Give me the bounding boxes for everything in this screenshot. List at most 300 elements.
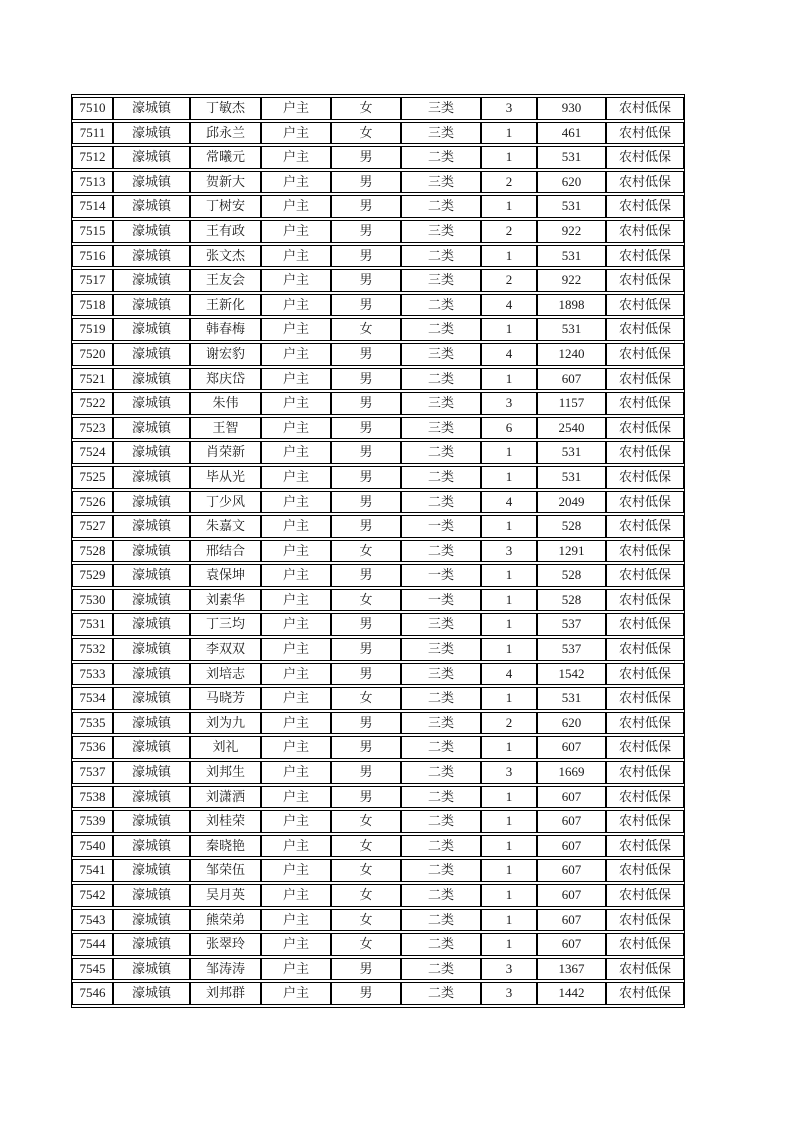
cell-amount: 1898 — [537, 294, 606, 317]
cell-household-size: 1 — [481, 687, 537, 710]
cell-gender: 男 — [331, 441, 401, 464]
cell-town: 濠城镇 — [113, 564, 190, 587]
cell-subsidy-type: 农村低保 — [606, 491, 684, 514]
cell-town: 濠城镇 — [113, 466, 190, 489]
cell-relation: 户主 — [261, 122, 331, 145]
cell-name: 秦晓艳 — [190, 835, 261, 858]
cell-household-size: 1 — [481, 810, 537, 833]
cell-subsidy-type: 农村低保 — [606, 613, 684, 636]
cell-relation: 户主 — [261, 417, 331, 440]
cell-town: 濠城镇 — [113, 859, 190, 882]
cell-serial-number: 7514 — [72, 195, 113, 218]
table-row — [72, 933, 684, 956]
cell-subsidy-type: 农村低保 — [606, 515, 684, 538]
cell-category: 三类 — [401, 613, 481, 636]
cell-serial-number: 7526 — [72, 491, 113, 514]
cell-household-size: 1 — [481, 638, 537, 661]
cell-relation: 户主 — [261, 515, 331, 538]
table-row — [72, 466, 684, 489]
cell-gender: 女 — [331, 859, 401, 882]
cell-household-size: 2 — [481, 220, 537, 243]
cell-relation: 户主 — [261, 245, 331, 268]
cell-gender: 女 — [331, 97, 401, 120]
cell-name: 谢宏豹 — [190, 343, 261, 366]
cell-relation: 户主 — [261, 343, 331, 366]
cell-name: 马晓芳 — [190, 687, 261, 710]
cell-town: 濠城镇 — [113, 122, 190, 145]
cell-town: 濠城镇 — [113, 884, 190, 907]
cell-household-size: 1 — [481, 245, 537, 268]
cell-category: 三类 — [401, 171, 481, 194]
cell-serial-number: 7528 — [72, 540, 113, 563]
cell-household-size: 1 — [481, 564, 537, 587]
cell-relation: 户主 — [261, 933, 331, 956]
cell-relation: 户主 — [261, 958, 331, 981]
cell-relation: 户主 — [261, 909, 331, 932]
cell-household-size: 1 — [481, 368, 537, 391]
cell-name: 刘培志 — [190, 663, 261, 686]
cell-amount: 1291 — [537, 540, 606, 563]
cell-amount: 607 — [537, 933, 606, 956]
cell-amount: 1442 — [537, 982, 606, 1005]
cell-gender: 男 — [331, 245, 401, 268]
cell-amount: 537 — [537, 613, 606, 636]
cell-subsidy-type: 农村低保 — [606, 171, 684, 194]
cell-serial-number: 7510 — [72, 97, 113, 120]
cell-serial-number: 7546 — [72, 982, 113, 1005]
cell-household-size: 1 — [481, 466, 537, 489]
cell-household-size: 3 — [481, 540, 537, 563]
cell-relation: 户主 — [261, 638, 331, 661]
cell-category: 三类 — [401, 663, 481, 686]
cell-name: 袁保坤 — [190, 564, 261, 587]
cell-subsidy-type: 农村低保 — [606, 663, 684, 686]
cell-household-size: 1 — [481, 884, 537, 907]
cell-town: 濠城镇 — [113, 736, 190, 759]
cell-household-size: 6 — [481, 417, 537, 440]
cell-relation: 户主 — [261, 835, 331, 858]
cell-amount: 1157 — [537, 392, 606, 415]
cell-town: 濠城镇 — [113, 589, 190, 612]
cell-serial-number: 7539 — [72, 810, 113, 833]
cell-name: 丁敏杰 — [190, 97, 261, 120]
cell-serial-number: 7532 — [72, 638, 113, 661]
cell-category: 二类 — [401, 933, 481, 956]
cell-category: 二类 — [401, 958, 481, 981]
cell-relation: 户主 — [261, 663, 331, 686]
cell-amount: 607 — [537, 736, 606, 759]
cell-name: 刘素华 — [190, 589, 261, 612]
cell-subsidy-type: 农村低保 — [606, 122, 684, 145]
cell-amount: 2540 — [537, 417, 606, 440]
cell-serial-number: 7524 — [72, 441, 113, 464]
cell-subsidy-type: 农村低保 — [606, 269, 684, 292]
cell-name: 肖荣新 — [190, 441, 261, 464]
cell-gender: 女 — [331, 909, 401, 932]
cell-town: 濠城镇 — [113, 417, 190, 440]
cell-town: 濠城镇 — [113, 835, 190, 858]
cell-serial-number: 7540 — [72, 835, 113, 858]
cell-town: 濠城镇 — [113, 294, 190, 317]
cell-serial-number: 7531 — [72, 613, 113, 636]
cell-household-size: 1 — [481, 835, 537, 858]
cell-relation: 户主 — [261, 613, 331, 636]
cell-town: 濠城镇 — [113, 663, 190, 686]
table-row — [72, 786, 684, 809]
cell-town: 濠城镇 — [113, 687, 190, 710]
cell-category: 二类 — [401, 195, 481, 218]
cell-household-size: 1 — [481, 441, 537, 464]
cell-subsidy-type: 农村低保 — [606, 220, 684, 243]
cell-amount: 1669 — [537, 761, 606, 784]
cell-gender: 男 — [331, 195, 401, 218]
cell-relation: 户主 — [261, 195, 331, 218]
cell-amount: 531 — [537, 195, 606, 218]
cell-serial-number: 7523 — [72, 417, 113, 440]
cell-subsidy-type: 农村低保 — [606, 146, 684, 169]
cell-name: 韩春梅 — [190, 318, 261, 341]
cell-amount: 528 — [537, 564, 606, 587]
cell-gender: 女 — [331, 810, 401, 833]
cell-subsidy-type: 农村低保 — [606, 933, 684, 956]
cell-household-size: 1 — [481, 786, 537, 809]
table-row — [72, 318, 684, 341]
cell-subsidy-type: 农村低保 — [606, 859, 684, 882]
cell-gender: 女 — [331, 933, 401, 956]
table-row — [72, 859, 684, 882]
table-row — [72, 712, 684, 735]
table-row — [72, 220, 684, 243]
cell-gender: 男 — [331, 171, 401, 194]
cell-household-size: 3 — [481, 392, 537, 415]
cell-relation: 户主 — [261, 146, 331, 169]
cell-name: 朱嘉文 — [190, 515, 261, 538]
cell-amount: 531 — [537, 687, 606, 710]
cell-name: 王新化 — [190, 294, 261, 317]
cell-category: 三类 — [401, 97, 481, 120]
cell-name: 王友会 — [190, 269, 261, 292]
table-row — [72, 736, 684, 759]
table-row — [72, 761, 684, 784]
cell-category: 二类 — [401, 466, 481, 489]
cell-amount: 607 — [537, 810, 606, 833]
cell-subsidy-type: 农村低保 — [606, 540, 684, 563]
cell-subsidy-type: 农村低保 — [606, 195, 684, 218]
table-row — [72, 122, 684, 145]
cell-gender: 男 — [331, 761, 401, 784]
table-row — [72, 810, 684, 833]
cell-category: 一类 — [401, 515, 481, 538]
cell-household-size: 1 — [481, 515, 537, 538]
cell-household-size: 2 — [481, 269, 537, 292]
cell-amount: 922 — [537, 220, 606, 243]
cell-category: 二类 — [401, 491, 481, 514]
cell-relation: 户主 — [261, 220, 331, 243]
cell-town: 濠城镇 — [113, 909, 190, 932]
cell-household-size: 3 — [481, 97, 537, 120]
cell-name: 邢结合 — [190, 540, 261, 563]
cell-subsidy-type: 农村低保 — [606, 97, 684, 120]
table-row — [72, 564, 684, 587]
cell-subsidy-type: 农村低保 — [606, 466, 684, 489]
cell-gender: 男 — [331, 466, 401, 489]
cell-amount: 607 — [537, 909, 606, 932]
cell-category: 二类 — [401, 294, 481, 317]
table-row — [72, 491, 684, 514]
cell-town: 濠城镇 — [113, 195, 190, 218]
table-row — [72, 441, 684, 464]
cell-category: 二类 — [401, 761, 481, 784]
cell-gender: 女 — [331, 540, 401, 563]
cell-category: 三类 — [401, 417, 481, 440]
cell-gender: 男 — [331, 417, 401, 440]
cell-category: 二类 — [401, 368, 481, 391]
cell-serial-number: 7537 — [72, 761, 113, 784]
cell-subsidy-type: 农村低保 — [606, 318, 684, 341]
cell-relation: 户主 — [261, 810, 331, 833]
cell-name: 丁少风 — [190, 491, 261, 514]
cell-subsidy-type: 农村低保 — [606, 761, 684, 784]
cell-household-size: 2 — [481, 712, 537, 735]
cell-name: 邱永兰 — [190, 122, 261, 145]
table-row — [72, 171, 684, 194]
cell-name: 丁树安 — [190, 195, 261, 218]
cell-gender: 男 — [331, 146, 401, 169]
cell-name: 刘邦生 — [190, 761, 261, 784]
cell-amount: 1240 — [537, 343, 606, 366]
cell-name: 刘桂荣 — [190, 810, 261, 833]
cell-subsidy-type: 农村低保 — [606, 245, 684, 268]
cell-name: 刘潇洒 — [190, 786, 261, 809]
cell-serial-number: 7545 — [72, 958, 113, 981]
cell-amount: 531 — [537, 466, 606, 489]
cell-name: 王智 — [190, 417, 261, 440]
cell-subsidy-type: 农村低保 — [606, 909, 684, 932]
cell-category: 二类 — [401, 441, 481, 464]
cell-relation: 户主 — [261, 97, 331, 120]
cell-name: 刘礼 — [190, 736, 261, 759]
cell-town: 濠城镇 — [113, 958, 190, 981]
cell-serial-number: 7543 — [72, 909, 113, 932]
cell-town: 濠城镇 — [113, 392, 190, 415]
cell-subsidy-type: 农村低保 — [606, 368, 684, 391]
cell-category: 二类 — [401, 835, 481, 858]
cell-name: 邹荣伍 — [190, 859, 261, 882]
table-row — [72, 982, 684, 1005]
cell-relation: 户主 — [261, 368, 331, 391]
cell-serial-number: 7538 — [72, 786, 113, 809]
table-row — [72, 269, 684, 292]
cell-subsidy-type: 农村低保 — [606, 786, 684, 809]
cell-household-size: 3 — [481, 982, 537, 1005]
cell-serial-number: 7519 — [72, 318, 113, 341]
cell-category: 二类 — [401, 884, 481, 907]
cell-amount: 620 — [537, 712, 606, 735]
cell-serial-number: 7512 — [72, 146, 113, 169]
cell-serial-number: 7522 — [72, 392, 113, 415]
cell-gender: 男 — [331, 343, 401, 366]
cell-household-size: 3 — [481, 761, 537, 784]
cell-subsidy-type: 农村低保 — [606, 687, 684, 710]
cell-amount: 2049 — [537, 491, 606, 514]
cell-gender: 男 — [331, 638, 401, 661]
cell-gender: 男 — [331, 368, 401, 391]
cell-name: 李双双 — [190, 638, 261, 661]
cell-category: 一类 — [401, 589, 481, 612]
cell-serial-number: 7535 — [72, 712, 113, 735]
table-row — [72, 687, 684, 710]
table-row — [72, 835, 684, 858]
table-row — [72, 195, 684, 218]
cell-serial-number: 7525 — [72, 466, 113, 489]
cell-relation: 户主 — [261, 736, 331, 759]
cell-serial-number: 7529 — [72, 564, 113, 587]
welfare-roster-table — [71, 94, 685, 1008]
cell-amount: 1542 — [537, 663, 606, 686]
table-row — [72, 884, 684, 907]
table-row — [72, 909, 684, 932]
cell-household-size: 1 — [481, 859, 537, 882]
cell-category: 三类 — [401, 343, 481, 366]
cell-category: 三类 — [401, 220, 481, 243]
table-row — [72, 245, 684, 268]
cell-relation: 户主 — [261, 491, 331, 514]
table-row — [72, 392, 684, 415]
cell-amount: 607 — [537, 859, 606, 882]
table-row — [72, 368, 684, 391]
cell-name: 邹涛涛 — [190, 958, 261, 981]
cell-household-size: 4 — [481, 343, 537, 366]
cell-town: 濠城镇 — [113, 810, 190, 833]
cell-serial-number: 7517 — [72, 269, 113, 292]
cell-gender: 男 — [331, 958, 401, 981]
cell-relation: 户主 — [261, 786, 331, 809]
cell-household-size: 1 — [481, 933, 537, 956]
cell-subsidy-type: 农村低保 — [606, 638, 684, 661]
cell-amount: 531 — [537, 318, 606, 341]
cell-serial-number: 7518 — [72, 294, 113, 317]
cell-gender: 男 — [331, 294, 401, 317]
cell-household-size: 1 — [481, 909, 537, 932]
cell-relation: 户主 — [261, 392, 331, 415]
cell-amount: 607 — [537, 786, 606, 809]
cell-household-size: 4 — [481, 663, 537, 686]
table-row — [72, 343, 684, 366]
cell-category: 三类 — [401, 712, 481, 735]
cell-household-size: 1 — [481, 736, 537, 759]
cell-amount: 1367 — [537, 958, 606, 981]
cell-gender: 男 — [331, 564, 401, 587]
cell-town: 濠城镇 — [113, 982, 190, 1005]
table-row — [72, 663, 684, 686]
cell-category: 二类 — [401, 687, 481, 710]
cell-category: 二类 — [401, 786, 481, 809]
cell-name: 吴月英 — [190, 884, 261, 907]
cell-name: 刘邦群 — [190, 982, 261, 1005]
cell-relation: 户主 — [261, 294, 331, 317]
cell-serial-number: 7542 — [72, 884, 113, 907]
cell-serial-number: 7515 — [72, 220, 113, 243]
cell-category: 二类 — [401, 736, 481, 759]
cell-household-size: 4 — [481, 294, 537, 317]
cell-gender: 男 — [331, 269, 401, 292]
table-row — [72, 638, 684, 661]
cell-name: 丁三均 — [190, 613, 261, 636]
cell-town: 濠城镇 — [113, 220, 190, 243]
cell-household-size: 3 — [481, 958, 537, 981]
cell-name: 张文杰 — [190, 245, 261, 268]
cell-name: 常曦元 — [190, 146, 261, 169]
cell-town: 濠城镇 — [113, 761, 190, 784]
cell-relation: 户主 — [261, 761, 331, 784]
cell-household-size: 1 — [481, 318, 537, 341]
cell-gender: 女 — [331, 884, 401, 907]
cell-relation: 户主 — [261, 171, 331, 194]
cell-subsidy-type: 农村低保 — [606, 343, 684, 366]
cell-category: 二类 — [401, 318, 481, 341]
cell-serial-number: 7541 — [72, 859, 113, 882]
cell-town: 濠城镇 — [113, 146, 190, 169]
cell-town: 濠城镇 — [113, 933, 190, 956]
cell-relation: 户主 — [261, 564, 331, 587]
table-row — [72, 294, 684, 317]
cell-subsidy-type: 农村低保 — [606, 589, 684, 612]
cell-gender: 女 — [331, 122, 401, 145]
cell-amount: 528 — [537, 589, 606, 612]
cell-subsidy-type: 农村低保 — [606, 884, 684, 907]
cell-category: 三类 — [401, 638, 481, 661]
cell-subsidy-type: 农村低保 — [606, 417, 684, 440]
cell-town: 濠城镇 — [113, 638, 190, 661]
cell-subsidy-type: 农村低保 — [606, 810, 684, 833]
cell-household-size: 2 — [481, 171, 537, 194]
cell-relation: 户主 — [261, 318, 331, 341]
cell-relation: 户主 — [261, 982, 331, 1005]
cell-amount: 922 — [537, 269, 606, 292]
cell-subsidy-type: 农村低保 — [606, 441, 684, 464]
cell-serial-number: 7527 — [72, 515, 113, 538]
cell-name: 张翠玲 — [190, 933, 261, 956]
cell-town: 濠城镇 — [113, 613, 190, 636]
cell-name: 王有政 — [190, 220, 261, 243]
cell-gender: 女 — [331, 318, 401, 341]
cell-amount: 607 — [537, 835, 606, 858]
cell-gender: 男 — [331, 982, 401, 1005]
cell-category: 二类 — [401, 909, 481, 932]
cell-subsidy-type: 农村低保 — [606, 294, 684, 317]
cell-household-size: 4 — [481, 491, 537, 514]
table-row — [72, 613, 684, 636]
cell-town: 濠城镇 — [113, 491, 190, 514]
cell-serial-number: 7511 — [72, 122, 113, 145]
cell-subsidy-type: 农村低保 — [606, 564, 684, 587]
cell-name: 郑庆岱 — [190, 368, 261, 391]
cell-household-size: 1 — [481, 122, 537, 145]
cell-gender: 男 — [331, 515, 401, 538]
cell-gender: 男 — [331, 491, 401, 514]
cell-serial-number: 7513 — [72, 171, 113, 194]
cell-town: 濠城镇 — [113, 245, 190, 268]
cell-household-size: 1 — [481, 613, 537, 636]
cell-household-size: 1 — [481, 195, 537, 218]
table-row — [72, 540, 684, 563]
cell-serial-number: 7544 — [72, 933, 113, 956]
cell-relation: 户主 — [261, 687, 331, 710]
cell-town: 濠城镇 — [113, 343, 190, 366]
cell-town: 濠城镇 — [113, 441, 190, 464]
cell-category: 三类 — [401, 392, 481, 415]
cell-household-size: 1 — [481, 589, 537, 612]
